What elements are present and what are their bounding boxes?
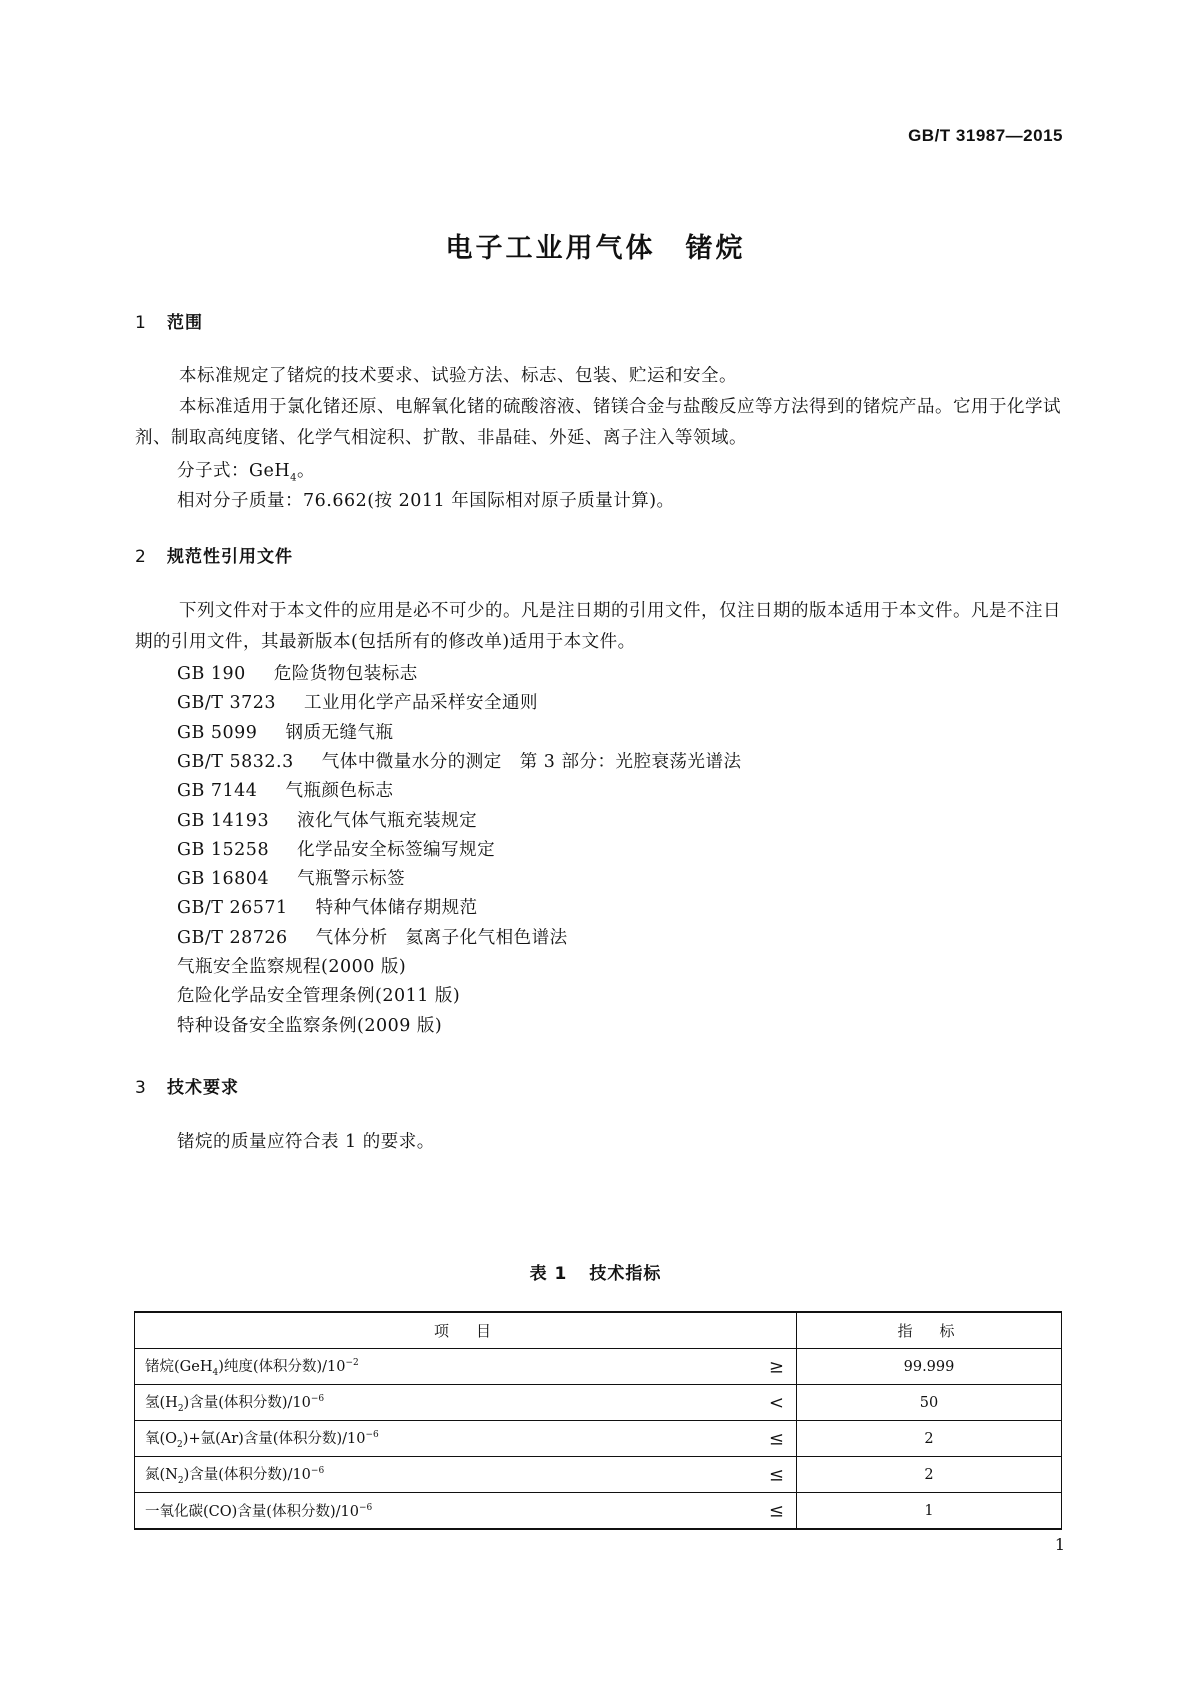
reference-code: GB 15258 — [177, 839, 270, 860]
item-text: 一氧化碳(CO)含量(体积分数)/10 — [145, 1504, 359, 1520]
section-title: 范围 — [167, 313, 203, 333]
reference-title: 气瓶警示标签 — [297, 869, 406, 890]
paragraph-text: 本标准规定了锗烷的技术要求、试验方法、标志、包装、贮运和安全。 — [179, 366, 737, 386]
formula-base: GeH — [249, 461, 291, 481]
item-subscript: 2 — [177, 1439, 183, 1450]
value-cell: 99.999 — [797, 1349, 1062, 1385]
reference-code: GB 5099 — [177, 722, 258, 743]
section-heading-technical-requirements — [135, 1073, 239, 1098]
table-caption — [0, 1259, 1191, 1284]
table-row — [135, 1493, 1062, 1530]
technical-indicators-table — [134, 1311, 1062, 1530]
scope-paragraph-2 — [135, 392, 1065, 454]
unit-exponent: −6 — [365, 1430, 379, 1441]
reference-title: 气瓶颜色标志 — [285, 781, 394, 802]
reference-code: GB/T 5832.3 — [177, 751, 294, 772]
comparison-symbol: ≤ — [768, 1464, 784, 1485]
reference-code: GB/T 28726 — [177, 927, 288, 948]
scope-paragraph-1 — [135, 361, 1065, 392]
formula-end: 。 — [296, 461, 315, 481]
unit-exponent: −2 — [345, 1358, 359, 1369]
formula-label: 分子式： — [177, 461, 249, 481]
requirements-paragraph: 锗烷的质量应符合表 1 的要求。 — [177, 1132, 435, 1152]
item-cell — [135, 1349, 797, 1385]
reference-title: 工业用化学产品采样安全通则 — [304, 693, 539, 714]
molecular-formula — [177, 457, 315, 484]
reference-item — [177, 660, 418, 685]
reference-code: GB 190 — [177, 664, 246, 684]
reference-item — [177, 865, 405, 890]
reference-item — [177, 807, 477, 832]
reference-title: 钢质无缝气瓶 — [285, 722, 394, 743]
table-row — [135, 1457, 1062, 1493]
comparison-symbol: ≤ — [768, 1500, 784, 1521]
reference-item — [177, 748, 741, 773]
item-text: )含量(体积分数)/10 — [183, 1395, 311, 1412]
value-cell: 1 — [797, 1493, 1062, 1530]
unit-exponent: −6 — [358, 1503, 373, 1514]
reference-item — [177, 894, 478, 919]
regulation-item: 气瓶安全监察规程(2000 版) — [177, 957, 407, 977]
section-number: 2 — [135, 547, 147, 567]
table-title: 技术指标 — [589, 1264, 662, 1284]
section-number: 3 — [135, 1078, 147, 1098]
item-subscript: 2 — [177, 1403, 184, 1414]
table-number: 表 1 — [529, 1264, 568, 1284]
value-cell: 2 — [797, 1457, 1062, 1493]
page-number: 1 — [1054, 1535, 1065, 1554]
reference-item — [177, 777, 393, 802]
item-cell — [135, 1457, 797, 1493]
regulation-item: 危险化学品安全管理条例(2011 版) — [177, 986, 461, 1007]
paragraph-text: 本标准适用于氯化锗还原、电解氧化锗的硫酸溶液、锗镁合金与盐酸反应等方法得到的锗烷产品。它用于化学试剂、制取高纯度锗、化学气相淀积、扩散、非晶硅、外延、离子注入等领域。 — [135, 397, 1061, 448]
paragraph-text: 下列文件对于本文件的应用是必不可少的。凡是注日期的引用文件，仅注日期的版本适用于本文件。凡是不注日期的引用文件，其最新版本(包括所有的修改单)适用于本文件。 — [135, 601, 1061, 652]
section-title: 规范性引用文件 — [167, 547, 293, 567]
table-row — [135, 1421, 1062, 1457]
item-cell — [135, 1421, 797, 1457]
reference-title: 气体中微量水分的测定 第 3 部分：光腔衰荡光谱法 — [321, 751, 742, 772]
reference-code: GB/T 3723 — [177, 693, 277, 714]
item-subscript: 2 — [177, 1475, 184, 1486]
reference-title: 液化气体气瓶充装规定 — [297, 810, 478, 831]
molecular-mass: 相对分子质量：76.662(按 2011 年国际相对原子质量计算)。 — [177, 491, 675, 511]
section-heading-normative-references — [135, 542, 293, 567]
regulation-item: 特种设备安全监察条例(2009 版) — [177, 1015, 443, 1036]
reference-item — [177, 719, 393, 744]
references-intro — [135, 596, 1065, 658]
item-text: 氮(N — [145, 1467, 178, 1484]
reference-item — [177, 924, 568, 949]
unit-exponent: −6 — [310, 1466, 325, 1477]
reference-title: 化学品安全标签编写规定 — [297, 839, 496, 860]
unit-exponent: −6 — [310, 1394, 325, 1405]
reference-code: GB/T 26571 — [177, 898, 288, 919]
item-text: )含量(体积分数)/10 — [183, 1467, 311, 1484]
reference-code: GB 14193 — [177, 810, 270, 831]
column-header-value: 指 标 — [797, 1312, 1062, 1349]
item-subscript: 4 — [212, 1367, 219, 1378]
document-title: 电子工业用气体 锗烷 — [445, 233, 746, 264]
reference-title: 气体分析 氦离子化气相色谱法 — [315, 927, 568, 948]
item-text: 氧(O — [145, 1431, 178, 1448]
standard-code: GB/T 31987—2015 — [908, 126, 1063, 145]
comparison-symbol: < — [768, 1392, 784, 1413]
reference-item — [177, 836, 495, 861]
item-text: 氢(H — [145, 1395, 178, 1412]
comparison-symbol: ≥ — [768, 1356, 784, 1377]
section-number: 1 — [135, 313, 147, 333]
item-text: )+氩(Ar)含量(体积分数)/10 — [182, 1431, 366, 1448]
reference-title: 特种气体储存期规范 — [315, 898, 478, 919]
reference-item — [177, 689, 538, 714]
item-cell — [135, 1385, 797, 1421]
item-cell — [135, 1493, 797, 1530]
table-row — [135, 1385, 1062, 1421]
comparison-symbol: ≤ — [768, 1428, 784, 1449]
column-header-item: 项 目 — [135, 1312, 797, 1349]
reference-title: 危险货物包装标志 — [273, 664, 418, 684]
formula-subscript: 4 — [290, 472, 297, 484]
table-header-row — [135, 1312, 1062, 1349]
item-text: )纯度(体积分数)/10 — [218, 1359, 346, 1376]
item-text: 锗烷(GeH — [145, 1359, 213, 1376]
section-title: 技术要求 — [167, 1078, 239, 1098]
reference-code: GB 7144 — [177, 781, 258, 802]
value-cell: 2 — [797, 1421, 1062, 1457]
reference-code: GB 16804 — [177, 869, 270, 890]
value-cell: 50 — [797, 1385, 1062, 1421]
section-heading-scope — [135, 308, 203, 333]
table-row — [135, 1349, 1062, 1385]
